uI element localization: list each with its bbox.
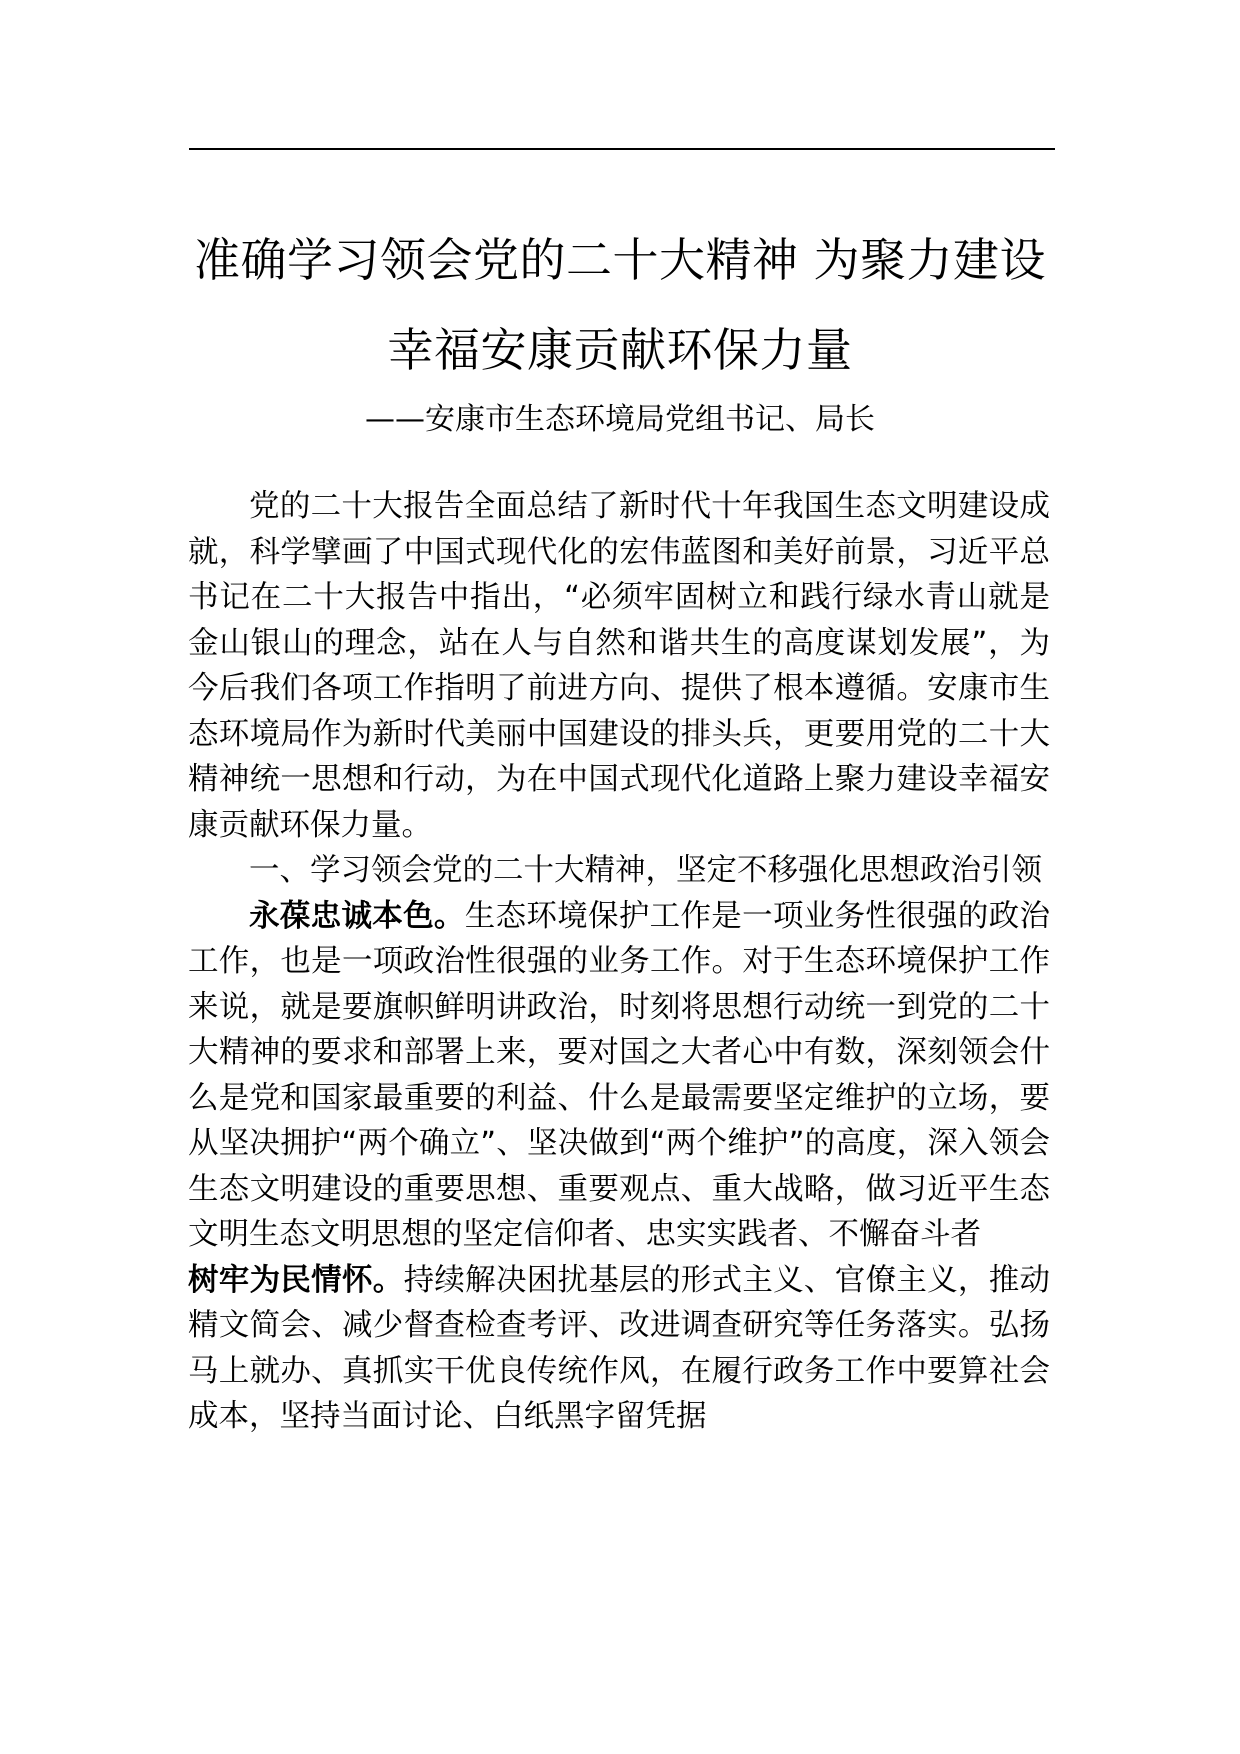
paragraph-lead-loyalty: 永葆忠诚本色。 (249, 898, 465, 934)
section-heading-1: 一、学习领会党的二十大精神，坚定不移强化思想政治引领 (249, 853, 1042, 888)
title-line-1: 准确学习领会党的二十大精神 为聚力建设 (193, 233, 1047, 287)
intro-paragraph: 党的二十大报告全面总结了新时代十年我国生态文明建设成就，科学擘画了中国式现代化的宏伟蓝图和美好前景，习近平总书记在二十大报告中指出，“必须牢固树立和践行绿水青山就是金山银山的理念，站在人与自然和谐共生的高度谋划发展”，为今后我们各项工作指明了前进方向、提供了根本遵循。安康市生态环境局作为新时代美丽中国建设的排头兵，更要用党的二十大精神统一思想和行动，为在中国式现代化道路上聚力建设幸福安康贡献环保力量。 (188, 489, 1050, 843)
paragraph-text-people: 持续解决困扰基层的形式主义、官僚主义，推动精文简会、减少督查检查考评、改进调查研究等任务落实。弘扬马上就办、真抓实干优良传统作风，在履行政务工作中要算社会成本，坚持当面讨论、白纸黑字留凭据 (188, 1262, 1051, 1434)
header-rule (189, 148, 1055, 150)
paragraph-loyalty (188, 894, 1050, 1258)
title-line-2: 幸福安康贡献环保力量 (387, 323, 853, 377)
paragraph-text-loyalty: 生态环境保护工作是一项业务性很强的政治工作，也是一项政治性很强的业务工作。对于生态环境保护工作来说，就是要旗帜鲜明讲政治，时刻将思想行动统一到党的二十大精神的要求和部署上来，要对国之大者心中有数，深刻领会什么是党和国家最重要的利益、什么是最需要坚定维护的立场，要从坚决拥护“两个确立”、坚决做到“两个维护”的高度，深入领会生态文明建设的重要思想、重要观点、重大战略，做习近平生态文明生态文明思想的坚定信仰者、忠实实践者、不懈奋斗者 (188, 898, 1051, 1252)
subtitle: ——安康市生态环境局党组书记、局长 (365, 402, 875, 437)
paragraph-people (188, 1258, 1050, 1440)
paragraph-lead-people: 树牢为民情怀。 (188, 1262, 404, 1298)
document-body (188, 484, 1050, 1440)
